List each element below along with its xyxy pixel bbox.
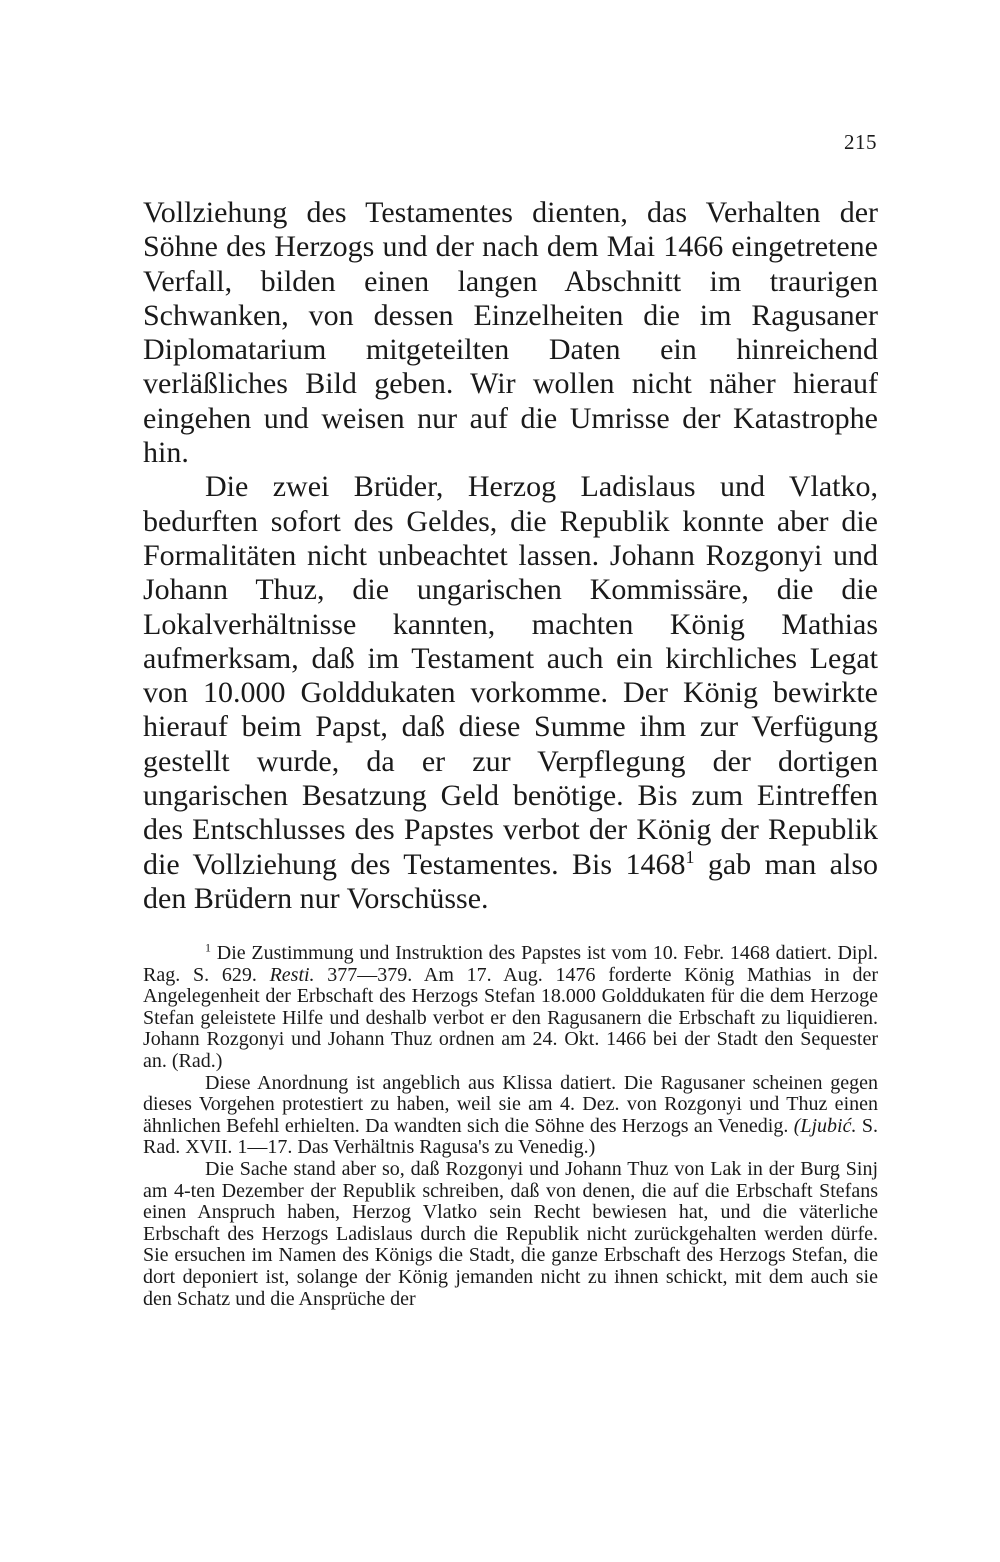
footnote-text: 377—379. Am 17. Aug. 1476 forderte König Mathias in der Angelegenheit der Erbschaft des Herzogs Stefan 18.000 Golddukaten für die dem Herzoge Stefan geleistete Hilfe und deshalb verbot er den Ragusanern die Erbschaft zu liquidieren. Johann Rozgonyi und Johann Thuz ordnen am 24. Okt. 1466 bei der Stadt den Sequester an. (Rad.) — [143, 963, 878, 1072]
footnotes — [143, 940, 879, 1310]
page-number: 215 — [844, 130, 877, 154]
footnote-marker: 1 — [205, 940, 211, 955]
footnote-text: Diese Anordnung ist angeblich aus Klissa datiert. Die Ragusaner scheinen gegen dieses Vorgehen protestiert zu haben, weil sie am 4. Dez. von Rozgonyi und Thuz einen ähnlichen Befehl erhielten. Da wandten sich die Söhne des Herzogs an Venedig. — [143, 1071, 878, 1137]
paragraph-text: gab man also den Brüdern nur Vorschüsse. — [143, 847, 878, 915]
footnote-text: Die Zustimmung und Instruktion des Papstes ist vom 10. Febr. 1468 datiert. Dipl. Rag. S. 629. — [143, 942, 878, 986]
footnote-continuation-2: Die Sache stand aber so, daß Rozgonyi und Johann Thuz von Lak in der Burg Sinj am 4-ten Dezember der Republik schreiben, daß von denen, die auf die Erbschaft Stefans einen Anspruch haben, Herzog Vlatko sein Recht bewiesen hat, und die väterliche Erbschaft des Herzogs Ladislaus durch die Republik nicht zurückgehalten werden dürfe. Sie ersuchen im Namen des Königs die Stadt, die ganze Erbschaft des Herzogs Stefan, die dort deponiert ist, solange der König jemanden nicht zu ihnen schickt, mit dem auch sie den Schatz und die Ansprüche der — [143, 1157, 878, 1310]
footnote-text: S. Rad. XVII. 1—17. Das Verhältnis Ragusa's zu Venedig.) — [143, 1114, 879, 1159]
footnote-continuation-1 — [143, 1073, 878, 1159]
paragraph-continuation: Vollziehung des Testamentes dienten, das Verhalten der Söhne des Herzogs und der nach dem Mai 1466 eingetretene Verfall, bilden einen langen Abschnitt im traurigen Schwanken, von dessen Einzelheiten die im Ragusaner Diplomatarium mitgeteilten Daten ein hinreichend verläßliches Bild geben. Wir wollen nicht näher hierauf eingehen und weisen nur auf die Umrisse der Katastrophe hin. — [143, 196, 878, 470]
main-text — [143, 196, 878, 916]
paragraph-text: Die zwei Brüder, Herzog Ladislaus und Vlatko, bedurften sofort des Geldes, die Republik konnte aber die Formalitäten nicht unbeachtet lassen. Johann Rozgonyi und Johann Thuz, die ungarischen Kommissäre, die die Lokalverhältnisse kannten, machten König Mathias aufmerksam, daß im Testament auch ein kirchliches Legat von 10.000 Golddukaten vorkomme. Der König bewirkte hierauf beim Papst, daß diese Summe ihm zur Verfügung gestellt wurde, da er zur Verpflegung der dortigen ungarischen Besatzung Geld benötige. Bis zum Eintreffen des Entschlusses des Papstes verbot der König der Republik die Vollziehung des Testamentes. Bis 1468 — [143, 470, 878, 881]
footnote-1 — [143, 940, 878, 1073]
footnote-citation: (Ljubić. — [793, 1114, 857, 1137]
paragraph-brothers — [143, 470, 878, 916]
footnote-citation: Resti. — [269, 963, 315, 986]
footnote-reference: 1 — [685, 846, 695, 867]
